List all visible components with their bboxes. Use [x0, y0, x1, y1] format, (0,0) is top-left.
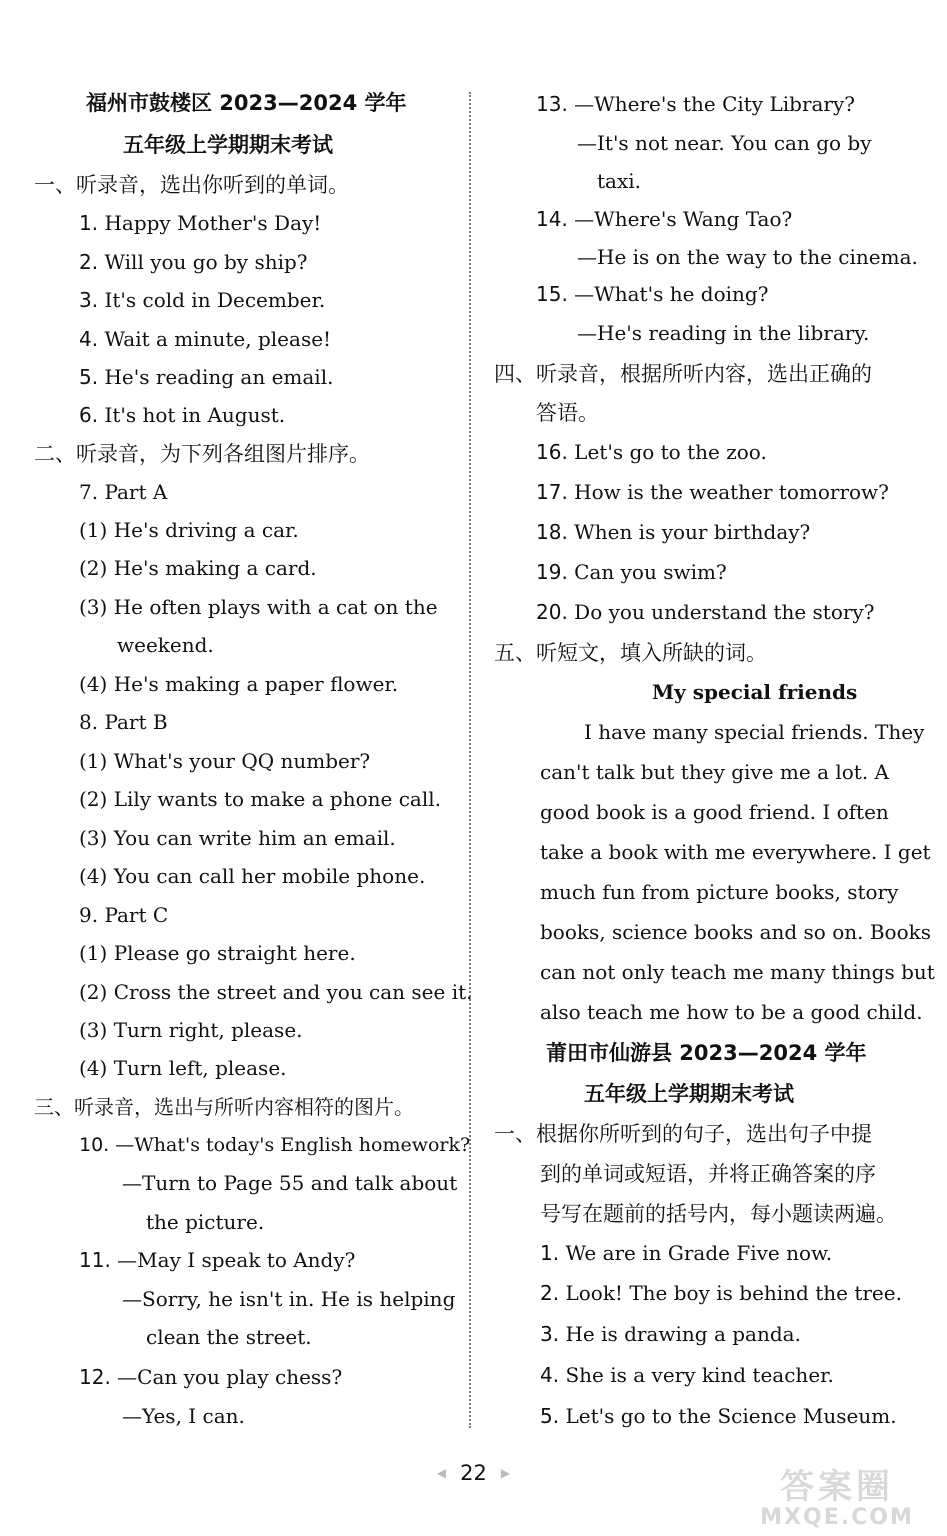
dialog-answer: —Sorry, he isn't in. He is helping	[122, 1287, 456, 1311]
passage-line: also teach me how to be a good child.	[540, 1000, 923, 1024]
list-item-continuation: weekend.	[117, 633, 214, 657]
section-heading-6: 一、根据你所听到的句子，选出句子中提	[494, 1122, 872, 1146]
section-heading-6-continuation: 到的单词或短语，并将正确答案的序	[540, 1162, 876, 1186]
list-item: (1) He's driving a car.	[79, 518, 299, 542]
dialog-question: 14. —Where's Wang Tao?	[536, 207, 793, 231]
list-item: 16. Let's go to the zoo.	[536, 440, 767, 464]
list-item: 20. Do you understand the story?	[536, 600, 875, 624]
list-item: (2) He's making a card.	[79, 556, 317, 580]
list-item: (2) Lily wants to make a phone call.	[79, 787, 441, 811]
passage-title: My special friends	[652, 680, 858, 704]
section-heading-4: 四、听录音，根据所听内容，选出正确的	[494, 362, 872, 386]
passage-line: books, science books and so on. Books	[540, 920, 932, 944]
list-item: 1. Happy Mother's Day!	[79, 211, 322, 235]
list-item: 1. We are in Grade Five now.	[540, 1241, 833, 1265]
exam-subtitle-1: 五年级上学期期末考试	[123, 133, 333, 157]
part-label: 8. Part B	[79, 710, 168, 734]
list-item: (4) He's making a paper flower.	[79, 672, 399, 696]
triangle-right-icon: ▶	[500, 1466, 511, 1480]
list-item: 3. It's cold in December.	[79, 288, 326, 312]
part-label: 7. Part A	[79, 480, 168, 504]
part-label: 9. Part C	[79, 903, 169, 927]
dialog-question: 15. —What's he doing?	[536, 282, 769, 306]
list-item: 3. He is drawing a panda.	[540, 1322, 801, 1346]
list-item: 4. Wait a minute, please!	[79, 327, 332, 351]
list-item: 5. Let's go to the Science Museum.	[540, 1404, 897, 1428]
watermark-line-1: 答案圈	[780, 1467, 894, 1507]
list-item: 18. When is your birthday?	[536, 520, 811, 544]
list-item: 2. Look! The boy is behind the tree.	[540, 1281, 902, 1305]
passage-line: can not only teach me many things but	[540, 960, 935, 984]
passage-line: much fun from picture books, story	[540, 880, 899, 904]
list-item: 5. He's reading an email.	[79, 365, 334, 389]
watermark-logo	[737, 1468, 937, 1534]
exam-title-1: 福州市鼓楼区 2023—2024 学年	[86, 91, 407, 115]
dialog-answer-continuation: clean the street.	[146, 1325, 312, 1349]
dialog-question: 12. —Can you play chess?	[79, 1365, 343, 1389]
watermark-line-2: MXQE.COM	[760, 1505, 914, 1530]
dialog-answer: —Yes, I can.	[122, 1404, 245, 1428]
section-heading-1: 一、听录音，选出你听到的单词。	[34, 173, 349, 197]
list-item: 17. How is the weather tomorrow?	[536, 480, 889, 504]
dialog-answer-continuation: the picture.	[146, 1210, 265, 1234]
list-item: (1) What's your QQ number?	[79, 749, 371, 773]
section-heading-6-continuation: 号写在题前的括号内，每小题读两遍。	[540, 1202, 897, 1226]
list-item: (2) Cross the street and you can see it.	[79, 980, 473, 1004]
section-heading-4-continuation: 答语。	[536, 401, 599, 425]
list-item: (3) He often plays with a cat on the	[79, 595, 438, 619]
dialog-answer-continuation: taxi.	[597, 169, 641, 193]
list-item: (3) Turn right, please.	[79, 1018, 303, 1042]
dialog-answer: —It's not near. You can go by	[577, 131, 872, 155]
list-item: (3) You can write him an email.	[79, 826, 396, 850]
dialog-answer: —He's reading in the library.	[577, 321, 870, 345]
section-heading-3: 三、听录音，选出与所听内容相符的图片。	[34, 1095, 414, 1119]
section-heading-5: 五、听短文，填入所缺的词。	[494, 641, 767, 665]
page-number: 22	[460, 1461, 487, 1485]
dialog-answer: —He is on the way to the cinema.	[577, 245, 918, 269]
dialog-question: 11. —May I speak to Andy?	[79, 1248, 356, 1272]
exam-subtitle-2: 五年级上学期期末考试	[584, 1082, 794, 1106]
dialog-question: 10. —What's today's English homework?	[79, 1134, 471, 1156]
list-item: 19. Can you swim?	[536, 560, 727, 584]
list-item: (4) Turn left, please.	[79, 1056, 287, 1080]
list-item: 2. Will you go by ship?	[79, 250, 308, 274]
triangle-left-icon: ◀	[436, 1466, 447, 1480]
section-heading-2: 二、听录音，为下列各组图片排序。	[34, 442, 370, 466]
passage-line: take a book with me everywhere. I get	[540, 840, 931, 864]
passage-line: good book is a good friend. I often	[540, 800, 889, 824]
column-divider	[469, 92, 471, 1428]
list-item: (1) Please go straight here.	[79, 941, 356, 965]
exam-title-2: 莆田市仙游县 2023—2024 学年	[546, 1041, 867, 1065]
list-item: (4) You can call her mobile phone.	[79, 864, 426, 888]
list-item: 4. She is a very kind teacher.	[540, 1363, 834, 1387]
passage-line: I have many special friends. They	[584, 720, 925, 744]
dialog-question: 13. —Where's the City Library?	[536, 92, 856, 116]
dialog-answer: —Turn to Page 55 and talk about	[122, 1171, 458, 1195]
passage-line: can't talk but they give me a lot. A	[540, 760, 889, 784]
list-item: 6. It's hot in August.	[79, 403, 286, 427]
